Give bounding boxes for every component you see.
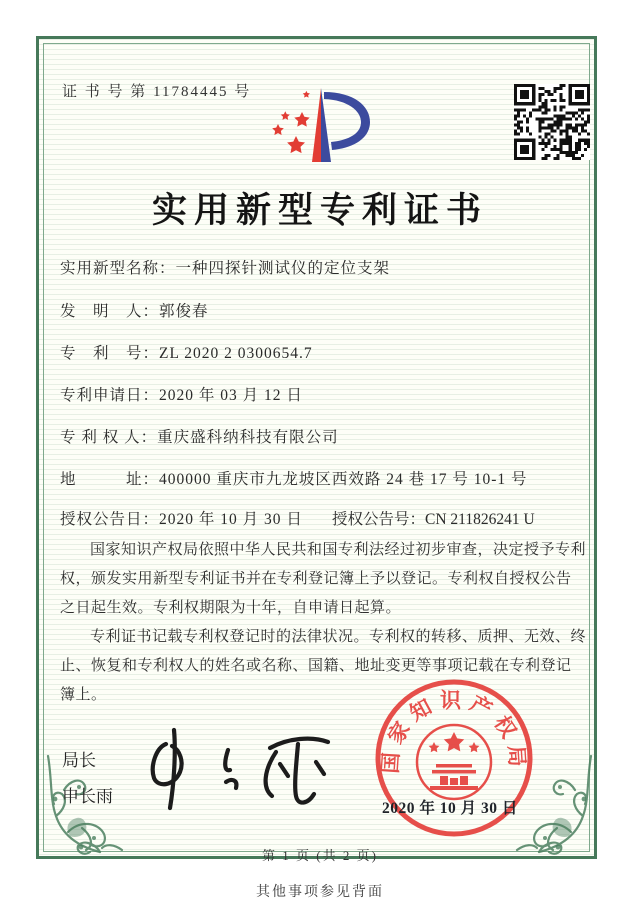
field-value: 2020 年 10 月 30 日 <box>159 511 303 528</box>
field-label: 专利申请日： <box>60 387 160 404</box>
field-patent-number <box>60 341 313 363</box>
field-label: 发 明 人： <box>60 303 160 320</box>
field-value: 一种四探针测试仪的定位支架 <box>175 260 391 277</box>
seal-date: 2020 年 10 月 30 日 <box>382 800 518 817</box>
cnipa-logo-icon <box>258 84 384 170</box>
field-inventor <box>60 299 209 321</box>
legal-paragraph-2: 专利证书记载专利权登记时的法律状况。专利权的转移、质押、无效、终止、恢复和专利权人的姓名或名称、国籍、地址变更等事项记载在专利登记簿上。 <box>60 629 587 703</box>
director-signature-icon <box>132 722 347 822</box>
field-value: 重庆盛科纳科技有限公司 <box>157 429 339 446</box>
field-address <box>60 467 528 489</box>
seal-text: 国家知识产权局 <box>378 688 530 775</box>
qr-code-icon <box>514 84 590 160</box>
field-label: 实用新型名称： <box>60 260 176 277</box>
field-patentee <box>60 425 339 447</box>
field-utility-model-name <box>60 256 390 278</box>
signer-name: 申长雨 <box>62 787 113 806</box>
field-grant-date <box>60 507 303 529</box>
field-application-date <box>60 383 303 405</box>
certificate-title: 实用新型专利证书 <box>151 191 488 230</box>
field-label: 授权公告日： <box>60 511 160 528</box>
field-label: 专 利 权 人： <box>60 429 158 446</box>
signer-block <box>62 746 113 807</box>
national-emblem-icon <box>417 725 491 799</box>
legal-paragraph-1: 国家知识产权局依照中华人民共和国专利法经过初步审查，决定授予专利权，颁发实用新型专利证书并在专利登记簿上予以登记。专利权自授权公告之日起生效。专利权期限为十年，自申请日起算。 <box>60 542 587 616</box>
field-value: ZL 2020 2 0300654.7 <box>159 345 313 362</box>
field-value: CN 211826241 U <box>425 511 535 528</box>
field-label: 地 址： <box>60 471 160 488</box>
field-value: 2020 年 03 月 12 日 <box>159 387 303 404</box>
certificate-number: 证 书 号 第 11784445 号 <box>62 84 252 100</box>
signer-role: 局长 <box>62 751 96 770</box>
field-grant-number <box>332 507 535 529</box>
field-value: 400000 重庆市九龙坡区西效路 24 巷 17 号 10-1 号 <box>159 471 528 488</box>
footer-note: 其他事项参见背面 <box>256 885 384 900</box>
page-number: 第 1 页 (共 2 页) <box>262 848 378 863</box>
field-label: 专 利 号： <box>60 345 160 362</box>
field-value: 郭俊春 <box>159 303 209 320</box>
field-label: 授权公告号： <box>332 511 426 528</box>
